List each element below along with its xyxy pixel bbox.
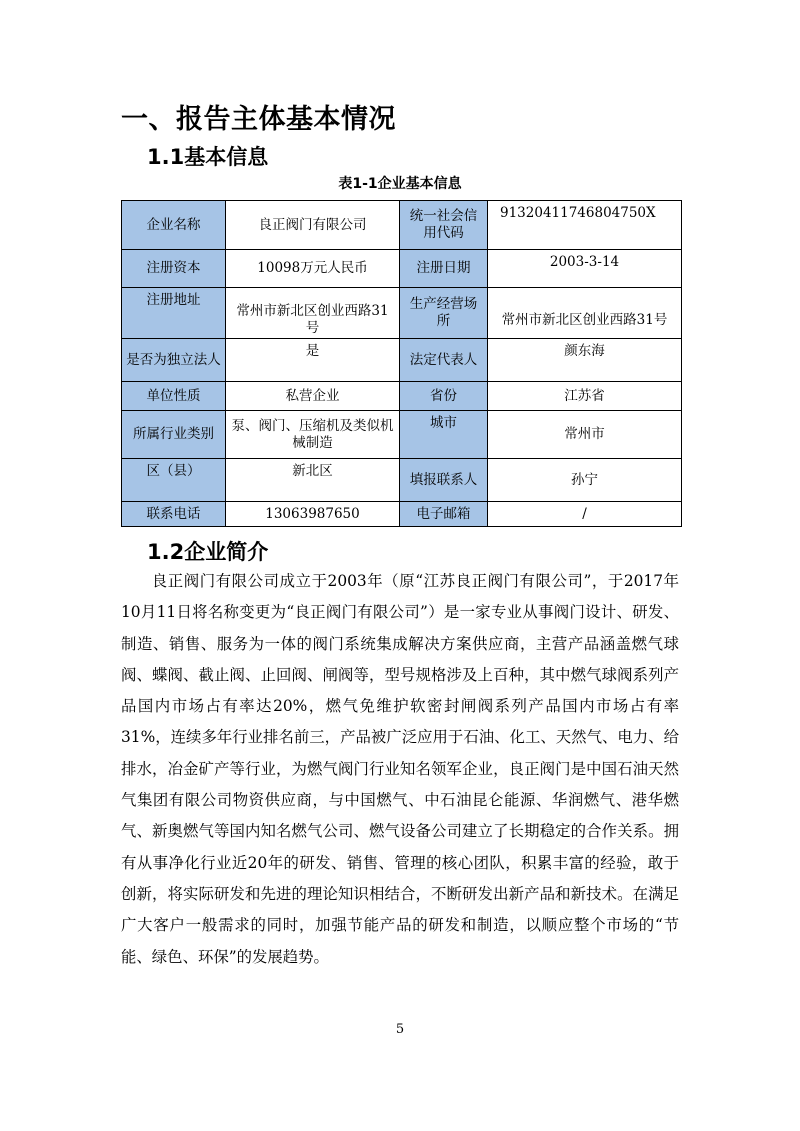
table-caption: 表1-1企业基本信息 xyxy=(338,176,462,192)
value-district: 新北区 xyxy=(226,459,400,502)
company-profile-paragraph: 良正阀门有限公司成立于2003年（原“江苏良正阀门有限公司”，于2017年10月11日将名称变更为“良正阀门有限公司”）是一家专业从事阀门设计、研发、制造、销售、服务为一体的阀门系统集成解决方案供应商，主营产品涵盖燃气球阀、蝶阀、截止阀、止回阀、闸阀等，型号规格涉及上百种，其中燃气球阀系列产品国内市场占有率达20%，燃气免维护软密封闸阀系列产品国内市场占有率31%，连续多年行业排名前三，产品被广泛应用于石油、化工、天然气、电力、给排水，冶金矿产等行业，为燃气阀门行业知名领军企业，良正阀门是中国石油天然气集团有限公司物资供应商，与中国燃气、中石油昆仑能源、华润燃气、港华燃气、新奥燃气等国内知名燃气公司、燃气设备公司建立了长期稳定的合作关系。拥有从事净化行业近20年的研发、销售、管理的核心团队，积累丰富的经验，敢于创新，将实际研发和先进的理论知识相结合，不断研发出新产品和新技术。在满足广大客户一般需求的同时，加强节能产品的研发和制造，以顺应整个市场的“节能、绿色、环保”的发展趋势。 xyxy=(121,572,679,966)
label-company-name: 企业名称 xyxy=(122,201,226,250)
value-registration-date: 2003-3-14 xyxy=(488,250,682,288)
label-registration-date: 注册日期 xyxy=(400,250,488,288)
table-row xyxy=(122,250,682,288)
value-legal-representative: 颜东海 xyxy=(488,339,682,382)
label-phone: 联系电话 xyxy=(122,502,226,527)
table-row xyxy=(122,411,682,459)
label-email: 电子邮箱 xyxy=(400,502,488,527)
label-unit-nature: 单位性质 xyxy=(122,382,226,411)
page-heading: 一、报告主体基本情况 xyxy=(121,104,396,135)
value-company-name: 良正阀门有限公司 xyxy=(226,201,400,250)
table-row xyxy=(122,339,682,382)
label-legal-representative: 法定代表人 xyxy=(400,339,488,382)
table-row xyxy=(122,201,682,250)
table-row xyxy=(122,382,682,411)
value-city: 常州市 xyxy=(488,411,682,459)
label-business-premises: 生产经营场所 xyxy=(400,288,488,339)
section-title-basic-info: 1.1基本信息 xyxy=(147,145,269,169)
label-registered-capital: 注册资本 xyxy=(122,250,226,288)
value-industry-category: 泵、阀门、压缩机及类似机械制造 xyxy=(226,411,400,459)
value-phone: 13063987650 xyxy=(226,502,400,527)
label-industry-category: 所属行业类别 xyxy=(122,411,226,459)
label-district: 区（县） xyxy=(122,459,226,502)
section-title-company-profile: 1.2企业简介 xyxy=(147,540,269,564)
label-contact-person: 填报联系人 xyxy=(400,459,488,502)
value-independent-legal-person: 是 xyxy=(226,339,400,382)
table-row xyxy=(122,459,682,502)
table-row xyxy=(122,502,682,527)
value-business-premises: 常州市新北区创业西路31号 xyxy=(488,288,682,339)
value-province: 江苏省 xyxy=(488,382,682,411)
value-email: / xyxy=(488,502,682,527)
label-city: 城市 xyxy=(400,411,488,459)
label-independent-legal-person: 是否为独立法人 xyxy=(122,339,226,382)
value-unit-nature: 私营企业 xyxy=(226,382,400,411)
label-credit-code: 统一社会信用代码 xyxy=(400,201,488,250)
value-contact-person: 孙宁 xyxy=(488,459,682,502)
company-info-table xyxy=(121,200,682,527)
value-registered-address: 常州市新北区创业西路31号 xyxy=(226,288,400,339)
page-number: 5 xyxy=(395,1022,405,1037)
label-province: 省份 xyxy=(400,382,488,411)
label-registered-address: 注册地址 xyxy=(122,288,226,339)
value-registered-capital: 10098万元人民币 xyxy=(226,250,400,288)
value-credit-code: 91320411746804750X xyxy=(488,201,682,250)
table-row xyxy=(122,288,682,339)
